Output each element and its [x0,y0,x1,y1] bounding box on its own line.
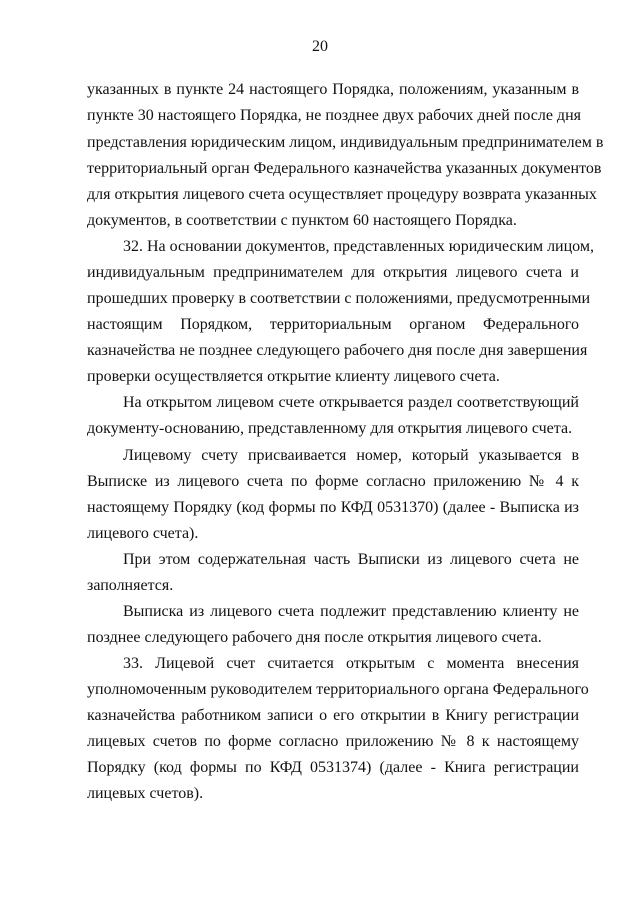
text-line: документу-основанию, представленному для открытия лицевого счета. [87,420,573,437]
paragraph-start: На открытом лицевом счете открывается раздел соответствующий [123,394,579,411]
text-line: проверки осуществляется открытие клиенту лицевого счета. [87,368,500,385]
paragraph-start-33: 33. Лицевой счет считается открытым с момента внесения [123,655,579,672]
paragraph-start-32: 32. На основании документов, представленных юридическим лицом, [123,238,594,255]
text-line: настоящему Порядку (код формы по КФД 0531370) (далее - Выписка из [87,499,579,516]
text-line: документов, в соответствии с пунктом 60 настоящего Порядка. [87,212,517,229]
paragraph-start: Лицевому счету присваивается номер, который указывается в [123,447,579,464]
text-line: заполняется. [87,577,174,594]
page-number: 20 [312,38,328,55]
text-line: лицевых счетов). [87,785,204,802]
text-line: прошедших проверку в соответствии с положениями, предусмотренными [87,290,591,307]
text-line: казначейства не позднее следующего рабочего дня после дня завершения [87,342,588,359]
text-line: пункте 30 настоящего Порядка, не позднее двух рабочих дней после дня [87,107,581,124]
text-line: Выписке из лицевого счета по форме согласно приложению № 4 к [87,473,579,490]
paragraph-start: Выписка из лицевого счета подлежит представлению клиенту не [123,603,579,620]
text-line: указанных в пункте 24 настоящего Порядка, положениям, указанным в [87,81,579,98]
text-line: территориальный орган Федерального казначейства указанных документов [87,160,602,177]
text-line: лицевого счета). [87,525,199,542]
paragraph-start: При этом содержательная часть Выписки из лицевого счета не [123,551,579,568]
text-line: позднее следующего рабочего дня после открытия лицевого счета. [87,629,542,646]
text-line: Порядку (код формы по КФД 0531374) (далее - Книга регистрации [87,759,579,776]
text-line: для открытия лицевого счета осуществляет процедуру возврата указанных [87,186,597,203]
text-line: представления юридическим лицом, индивидуальным предпринимателем в [87,134,604,151]
text-line: уполномоченным руководителем территориального органа Федерального [87,681,589,698]
text-line: казначейства работником записи о его открытии в Книгу регистрации [87,707,579,724]
text-line: настоящим Порядком, территориальным органом Федерального [87,316,579,333]
text-line: индивидуальным предпринимателем для открытия лицевого счета и [87,264,579,281]
text-line: лицевых счетов по форме согласно приложению № 8 к настоящему [87,733,579,750]
